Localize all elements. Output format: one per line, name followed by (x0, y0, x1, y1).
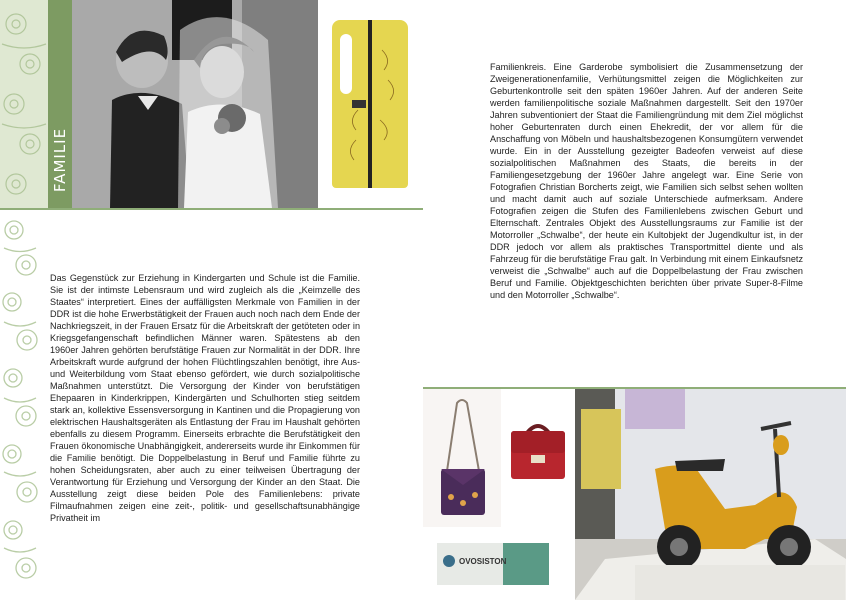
ovosiston-label: OVOSISTON (459, 557, 507, 566)
fridge-photo (318, 0, 423, 208)
handbag-photo (423, 389, 501, 527)
decorative-lace-pattern (0, 210, 40, 600)
decorative-lace-pattern-top (0, 0, 48, 208)
divider-line (0, 208, 423, 210)
scooter-photo (575, 389, 846, 600)
ovosiston-photo (423, 527, 575, 600)
section-title: FAMILIE (51, 127, 69, 193)
satchel-photo (501, 389, 575, 527)
fridge-object (332, 20, 408, 188)
body-text-right: Familienkreis. Eine Garderobe symbolisiert die Zusammensetzung der Zweigenerationenfamilie, Verhütungsmittel zeigen die Möglichkeiten zur Geburtenkontrolle seit den späten 1960er Jahren. Auf der anderen Seite werden familienpolitische soziale Maßnahmen dargestellt. Seit den 1970er Jahren subventioniert der Staat die Familiengründung mit dem Ziel möglichst hoher Geburtenraten durch einen Ehekredit, der vor allem für die Anschaffung von Möbeln und haushaltsbezogenen Konsumgütern verwendet wurde. Ein in der Ausstellung gezeigter Badeofen verweist auf diese sozialpolitischen Maßnahmen des Staats, die bereits in der Familiengesetzgebung der 1960er Jahre angelegt war. Eine Serie von Fotografien Christian Borcherts zeigt, wie Familien sich selbst sehen wollten und macht damit auch auf soziale Unterschiede aufmerksam. Andere Fotografien zeigen die Stufen des Familienlebens zwischen Geburt und Elternschaft. Zentrales Objekt des Ausstellungsraums zur Familie ist der Motorroller „Schwalbe“, der heute ein Kultobjekt der Jugendkultur ist, in der DDR jedoch vor allem als praktisches Transportmittel diente und als Fahrzeug für die berufstätige Frau galt. In Verbindung mit einem Einkaufsnetz verweist die „Schwalbe“ auch auf die Doppelbelastung der Frau zwischen Beruf und Familie. Objektgeschichten berichten über private Super-8-Filme und den Motorroller „Schwalbe“. (490, 62, 803, 300)
body-text-left: Das Gegenstück zur Erziehung in Kindergarten und Schule ist die Familie. Sie ist der intimste Lebensraum und wird zugleich als die „Keimzelle des Staates“ interpretiert. Eines der auffälligsten Merkmale von Familien in der DDR ist die hohe Erwerbstätigkeit der Frauen auch noch nach dem Ende der Nachkriegszeit, in der Frauen Ersatz für die Arbeitskraft der getöteten oder in Kriegsgefangenschaft befindlichen Männer waren. Spätestens ab den 1960er Jahren gehörten berufstätige Frauen zur Normalität in der DDR. Ihre Arbeitskraft wurde aufgrund der hohen Flüchtlingszahlen benötigt, ihre Aus- und Weiterbildung vom Staat ebenso gefördert, wie durch sozialpolitische Maßnahmen unterstützt. Die Versorgung der Kinder von berufstätigen Ehepaaren in Kinderkrippen, Kindergärten und Schulhorten stieg seitdem stark an, kollektive Essensversorgung in Kantinen und die Propagierung von elektrischen Haushaltsgeräten als Entlastung der Frau im Haushalt gehörten ebenfalls zu diesem Programm. Einerseits erbrachte die Berufstätigkeit den Frauen ökonomische Unabhängigkeit, andererseits wurde ihr Einkommen für die Familie benötigt. Die Doppelbelastung in Beruf und Familie führte zu hohen Scheidungsraten, aber auch zu einer teilweisen Übertragung der Verantwortung für Erziehung und Versorgung der Kinder an den Staat. Die Ausstellung zeigt diese beiden Pole des Familienlebens: private Filmaufnahmen zeigen eine zeit-, politik- und gesellschaftsunabhängige Privatheit im (50, 273, 360, 523)
wedding-photo (72, 0, 318, 208)
section-tab (48, 0, 72, 208)
